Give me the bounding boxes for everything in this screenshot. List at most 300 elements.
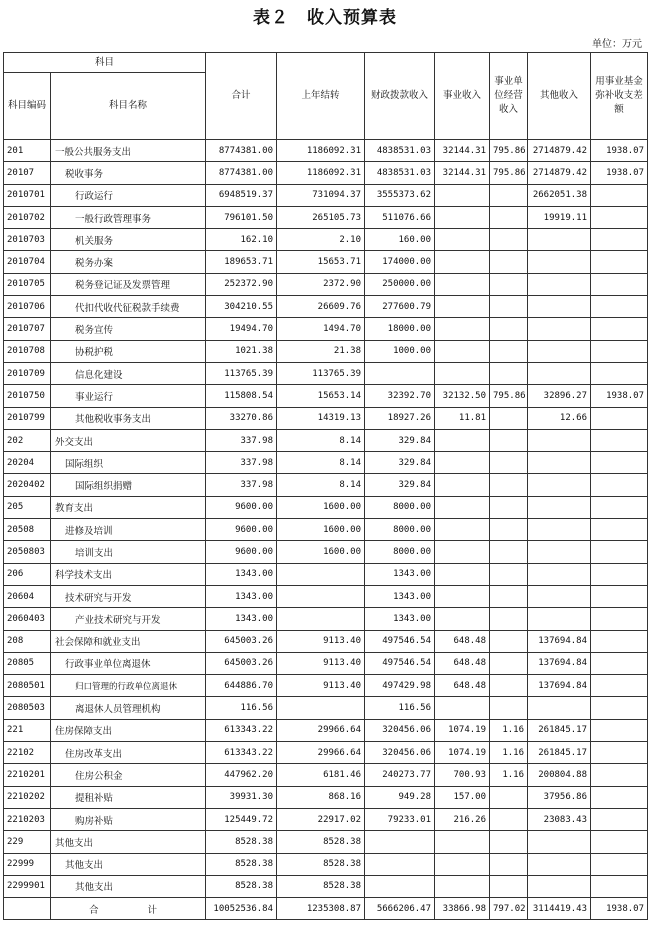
cell-carryover: 1186092.31 — [277, 162, 365, 184]
cell-name: 税收事务 — [51, 162, 206, 184]
cell-operating — [490, 541, 528, 563]
cell-code: 2210203 — [4, 808, 51, 830]
cell-name: 购房补贴 — [51, 808, 206, 830]
cell-name: 住房保障支出 — [51, 719, 206, 741]
cell-operating — [490, 675, 528, 697]
cell-fiscal: 329.84 — [365, 474, 435, 496]
cell-carryover: 14319.13 — [277, 407, 365, 429]
cell-total: 9600.00 — [206, 541, 277, 563]
cell-carryover: 2372.90 — [277, 273, 365, 295]
cell-name: 代扣代收代征税款手续费 — [51, 296, 206, 318]
cell-name: 一般行政管理事务 — [51, 206, 206, 228]
cell-carryover: 8.14 — [277, 474, 365, 496]
table-row — [4, 385, 648, 407]
cell-carryover: 1186092.31 — [277, 140, 365, 162]
cell-operating — [490, 474, 528, 496]
cell-code: 20204 — [4, 452, 51, 474]
cell-business — [435, 273, 490, 295]
cell-code: 22102 — [4, 742, 51, 764]
cell-name: 行政事业单位离退休 — [51, 652, 206, 674]
cell-total: 19494.70 — [206, 318, 277, 340]
cell-name: 其他支出 — [51, 853, 206, 875]
cell-code: 2010705 — [4, 273, 51, 295]
cell-fiscal: 8000.00 — [365, 496, 435, 518]
cell-fund — [591, 652, 648, 674]
cell-name: 信息化建设 — [51, 362, 206, 384]
cell-fiscal: 160.00 — [365, 229, 435, 251]
cell-name: 进修及培训 — [51, 519, 206, 541]
cell-total: 644886.70 — [206, 675, 277, 697]
cell-business: 157.00 — [435, 786, 490, 808]
cell-carryover: 265105.73 — [277, 206, 365, 228]
table-row — [4, 496, 648, 518]
table-row — [4, 273, 648, 295]
table-row — [4, 853, 648, 875]
cell-carryover: 29966.64 — [277, 719, 365, 741]
cell-business: 11.81 — [435, 407, 490, 429]
cell-operating — [490, 875, 528, 897]
header-operating: 事业单位经营收入 — [490, 53, 528, 140]
cell-operating — [490, 206, 528, 228]
cell-fund: 1938.07 — [591, 162, 648, 184]
cell-other — [528, 519, 591, 541]
cell-operating — [490, 362, 528, 384]
cell-fund — [591, 630, 648, 652]
cell-total: 115808.54 — [206, 385, 277, 407]
cell-other: 37956.86 — [528, 786, 591, 808]
cell-fund — [591, 697, 648, 719]
cell-operating — [490, 296, 528, 318]
cell-operating — [490, 407, 528, 429]
cell-other — [528, 563, 591, 585]
cell-other — [528, 831, 591, 853]
cell-business — [435, 251, 490, 273]
cell-fiscal — [365, 875, 435, 897]
cell-carryover: 8.14 — [277, 452, 365, 474]
cell-carryover: 8.14 — [277, 429, 365, 451]
cell-operating — [490, 496, 528, 518]
cell-total: 9600.00 — [206, 496, 277, 518]
cell-carryover: 9113.40 — [277, 630, 365, 652]
cell-operating — [490, 429, 528, 451]
cell-operating — [490, 697, 528, 719]
cell-total: 613343.22 — [206, 719, 277, 741]
cell-name: 科学技术支出 — [51, 563, 206, 585]
cell-fund — [591, 318, 648, 340]
cell-business — [435, 831, 490, 853]
cell-total: 113765.39 — [206, 362, 277, 384]
cell-other: 137694.84 — [528, 652, 591, 674]
cell-other — [528, 853, 591, 875]
cell-operating — [490, 229, 528, 251]
cell-code: 2010701 — [4, 184, 51, 206]
cell-name: 外交支出 — [51, 429, 206, 451]
totals-fund: 1938.07 — [591, 898, 648, 920]
cell-fund — [591, 407, 648, 429]
cell-business: 216.26 — [435, 808, 490, 830]
cell-operating — [490, 808, 528, 830]
cell-total: 1343.00 — [206, 585, 277, 607]
cell-total: 9600.00 — [206, 519, 277, 541]
totals-row — [4, 898, 648, 920]
cell-fiscal: 949.28 — [365, 786, 435, 808]
table-row — [4, 831, 648, 853]
cell-operating — [490, 452, 528, 474]
cell-fiscal: 8000.00 — [365, 541, 435, 563]
cell-code: 229 — [4, 831, 51, 853]
cell-total: 125449.72 — [206, 808, 277, 830]
cell-fiscal: 174000.00 — [365, 251, 435, 273]
table-row — [4, 808, 648, 830]
header-carryover: 上年结转 — [277, 53, 365, 140]
cell-carryover: 2.10 — [277, 229, 365, 251]
cell-fiscal: 4838531.03 — [365, 162, 435, 184]
cell-business — [435, 519, 490, 541]
cell-code: 206 — [4, 563, 51, 585]
cell-fund: 1938.07 — [591, 140, 648, 162]
cell-other: 261845.17 — [528, 742, 591, 764]
cell-code: 2010707 — [4, 318, 51, 340]
cell-name: 其他税收事务支出 — [51, 407, 206, 429]
cell-carryover — [277, 563, 365, 585]
cell-total: 8774381.00 — [206, 140, 277, 162]
header-total: 合计 — [206, 53, 277, 140]
header-code: 科目编码 — [4, 73, 51, 140]
cell-other: 261845.17 — [528, 719, 591, 741]
cell-name: 教育支出 — [51, 496, 206, 518]
cell-total: 162.10 — [206, 229, 277, 251]
cell-name: 提租补贴 — [51, 786, 206, 808]
cell-business: 32144.31 — [435, 162, 490, 184]
cell-code: 2020402 — [4, 474, 51, 496]
cell-carryover: 15653.71 — [277, 251, 365, 273]
cell-carryover: 8528.38 — [277, 853, 365, 875]
cell-other — [528, 296, 591, 318]
totals-other: 3114419.43 — [528, 898, 591, 920]
cell-name: 行政运行 — [51, 184, 206, 206]
cell-other — [528, 273, 591, 295]
cell-operating — [490, 273, 528, 295]
cell-total: 796101.50 — [206, 206, 277, 228]
cell-other — [528, 585, 591, 607]
cell-fiscal: 320456.06 — [365, 742, 435, 764]
cell-operating — [490, 340, 528, 362]
cell-fund — [591, 742, 648, 764]
cell-total: 8774381.00 — [206, 162, 277, 184]
cell-name: 住房改革支出 — [51, 742, 206, 764]
cell-fiscal — [365, 853, 435, 875]
header-business: 事业收入 — [435, 53, 490, 140]
cell-total: 116.56 — [206, 697, 277, 719]
cell-total: 8528.38 — [206, 875, 277, 897]
cell-operating — [490, 184, 528, 206]
cell-fiscal: 4838531.03 — [365, 140, 435, 162]
table-row — [4, 229, 648, 251]
cell-fiscal — [365, 362, 435, 384]
cell-business — [435, 853, 490, 875]
cell-code: 2050803 — [4, 541, 51, 563]
table-row — [4, 742, 648, 764]
cell-fiscal: 1000.00 — [365, 340, 435, 362]
cell-carryover: 6181.46 — [277, 764, 365, 786]
cell-carryover: 22917.02 — [277, 808, 365, 830]
cell-code: 2010750 — [4, 385, 51, 407]
cell-fund — [591, 184, 648, 206]
cell-name: 税务办案 — [51, 251, 206, 273]
cell-fund — [591, 831, 648, 853]
cell-fiscal: 32392.70 — [365, 385, 435, 407]
table-row — [4, 630, 648, 652]
cell-business — [435, 697, 490, 719]
cell-name: 技术研究与开发 — [51, 585, 206, 607]
header-fund: 用事业基金弥补收支差额 — [591, 53, 648, 140]
cell-operating — [490, 563, 528, 585]
cell-fund — [591, 474, 648, 496]
cell-carryover: 868.16 — [277, 786, 365, 808]
cell-code: 20107 — [4, 162, 51, 184]
cell-name: 事业运行 — [51, 385, 206, 407]
cell-business — [435, 340, 490, 362]
cell-other: 19919.11 — [528, 206, 591, 228]
cell-name: 国际组织捐赠 — [51, 474, 206, 496]
table-row — [4, 786, 648, 808]
cell-code: 20604 — [4, 585, 51, 607]
cell-fund — [591, 429, 648, 451]
cell-code: 20508 — [4, 519, 51, 541]
cell-code: 2080503 — [4, 697, 51, 719]
cell-other — [528, 496, 591, 518]
cell-business — [435, 318, 490, 340]
cell-name: 离退休人员管理机构 — [51, 697, 206, 719]
cell-code: 2010709 — [4, 362, 51, 384]
cell-name: 机关服务 — [51, 229, 206, 251]
table-row — [4, 652, 648, 674]
cell-other — [528, 318, 591, 340]
cell-fiscal: 1343.00 — [365, 585, 435, 607]
header-other: 其他收入 — [528, 53, 591, 140]
table-row — [4, 875, 648, 897]
cell-code: 2010799 — [4, 407, 51, 429]
cell-name: 税务登记证及发票管理 — [51, 273, 206, 295]
cell-business — [435, 229, 490, 251]
table-row — [4, 296, 648, 318]
cell-code: 208 — [4, 630, 51, 652]
table-row — [4, 407, 648, 429]
cell-name: 其他支出 — [51, 831, 206, 853]
cell-other: 12.66 — [528, 407, 591, 429]
cell-fiscal: 240273.77 — [365, 764, 435, 786]
table-row — [4, 162, 648, 184]
cell-other — [528, 362, 591, 384]
table-row — [4, 697, 648, 719]
table-row — [4, 764, 648, 786]
cell-other — [528, 429, 591, 451]
cell-business — [435, 608, 490, 630]
cell-operating — [490, 251, 528, 273]
cell-business — [435, 452, 490, 474]
cell-code: 2010706 — [4, 296, 51, 318]
cell-name: 其他支出 — [51, 875, 206, 897]
cell-business — [435, 184, 490, 206]
cell-carryover: 15653.14 — [277, 385, 365, 407]
unit-label: 单位：万元 — [592, 39, 642, 50]
cell-carryover — [277, 697, 365, 719]
cell-total: 337.98 — [206, 474, 277, 496]
table-row — [4, 452, 648, 474]
table-row — [4, 140, 648, 162]
cell-business: 1074.19 — [435, 719, 490, 741]
cell-total: 304210.55 — [206, 296, 277, 318]
cell-fund — [591, 273, 648, 295]
cell-other — [528, 229, 591, 251]
cell-other: 2714879.42 — [528, 162, 591, 184]
cell-total: 645003.26 — [206, 630, 277, 652]
cell-other: 137694.84 — [528, 675, 591, 697]
cell-fund — [591, 296, 648, 318]
cell-operating — [490, 630, 528, 652]
cell-fiscal: 497429.98 — [365, 675, 435, 697]
cell-fund — [591, 563, 648, 585]
cell-carryover: 731094.37 — [277, 184, 365, 206]
cell-operating — [490, 585, 528, 607]
cell-other — [528, 541, 591, 563]
cell-operating — [490, 318, 528, 340]
cell-other — [528, 608, 591, 630]
cell-operating: 1.16 — [490, 764, 528, 786]
cell-operating — [490, 652, 528, 674]
cell-business: 32144.31 — [435, 140, 490, 162]
cell-other — [528, 340, 591, 362]
cell-carryover: 8528.38 — [277, 875, 365, 897]
table-row — [4, 184, 648, 206]
cell-carryover: 1600.00 — [277, 496, 365, 518]
cell-fiscal: 329.84 — [365, 452, 435, 474]
cell-total: 6948519.37 — [206, 184, 277, 206]
totals-fiscal: 5666206.47 — [365, 898, 435, 920]
cell-fund — [591, 340, 648, 362]
cell-business: 32132.50 — [435, 385, 490, 407]
cell-code: 2010703 — [4, 229, 51, 251]
cell-carryover — [277, 608, 365, 630]
cell-carryover: 1494.70 — [277, 318, 365, 340]
cell-name: 培训支出 — [51, 541, 206, 563]
cell-other: 137694.84 — [528, 630, 591, 652]
cell-fiscal: 250000.00 — [365, 273, 435, 295]
totals-operating: 797.02 — [490, 898, 528, 920]
cell-total: 39931.30 — [206, 786, 277, 808]
cell-total: 613343.22 — [206, 742, 277, 764]
cell-total: 8528.38 — [206, 853, 277, 875]
table-row — [4, 719, 648, 741]
cell-other — [528, 875, 591, 897]
cell-total: 252372.90 — [206, 273, 277, 295]
cell-code: 205 — [4, 496, 51, 518]
totals-carryover: 1235308.87 — [277, 898, 365, 920]
cell-fund — [591, 362, 648, 384]
cell-business — [435, 875, 490, 897]
cell-fund — [591, 452, 648, 474]
table-row — [4, 608, 648, 630]
cell-business — [435, 474, 490, 496]
cell-fund — [591, 875, 648, 897]
cell-business — [435, 362, 490, 384]
cell-fiscal: 497546.54 — [365, 652, 435, 674]
totals-total: 10052536.84 — [206, 898, 277, 920]
cell-code: 2010708 — [4, 340, 51, 362]
cell-code: 22999 — [4, 853, 51, 875]
cell-name: 归口管理的行政单位离退休 — [51, 675, 206, 697]
table-row — [4, 675, 648, 697]
cell-other: 2662051.38 — [528, 184, 591, 206]
cell-code: 2060403 — [4, 608, 51, 630]
table-row — [4, 585, 648, 607]
cell-operating — [490, 786, 528, 808]
table-row — [4, 519, 648, 541]
cell-name: 国际组织 — [51, 452, 206, 474]
cell-fiscal: 320456.06 — [365, 719, 435, 741]
table-row — [4, 429, 648, 451]
cell-name: 产业技术研究与开发 — [51, 608, 206, 630]
cell-fiscal — [365, 831, 435, 853]
cell-other — [528, 251, 591, 273]
cell-fund — [591, 786, 648, 808]
cell-fiscal: 277600.79 — [365, 296, 435, 318]
table-row — [4, 318, 648, 340]
cell-total: 1021.38 — [206, 340, 277, 362]
table-row — [4, 541, 648, 563]
cell-fund — [591, 764, 648, 786]
cell-fiscal: 18000.00 — [365, 318, 435, 340]
cell-business — [435, 496, 490, 518]
cell-code: 2210202 — [4, 786, 51, 808]
header-name: 科目名称 — [51, 73, 206, 140]
totals-business: 33866.98 — [435, 898, 490, 920]
header-subject: 科目 — [4, 53, 206, 73]
cell-total: 1343.00 — [206, 608, 277, 630]
cell-code: 2299901 — [4, 875, 51, 897]
cell-carryover: 113765.39 — [277, 362, 365, 384]
cell-business: 648.48 — [435, 630, 490, 652]
cell-fiscal: 497546.54 — [365, 630, 435, 652]
totals-label: 合 计 — [51, 898, 206, 920]
cell-fiscal: 329.84 — [365, 429, 435, 451]
cell-other — [528, 697, 591, 719]
cell-business — [435, 296, 490, 318]
cell-business: 700.93 — [435, 764, 490, 786]
cell-code: 2010704 — [4, 251, 51, 273]
cell-fund — [591, 608, 648, 630]
table-row — [4, 251, 648, 273]
cell-fiscal: 18927.26 — [365, 407, 435, 429]
cell-carryover: 1600.00 — [277, 541, 365, 563]
cell-business — [435, 541, 490, 563]
cell-code: 20805 — [4, 652, 51, 674]
cell-total: 33270.86 — [206, 407, 277, 429]
cell-carryover: 8528.38 — [277, 831, 365, 853]
cell-operating: 795.86 — [490, 162, 528, 184]
cell-fund — [591, 229, 648, 251]
table-row — [4, 206, 648, 228]
cell-fiscal: 116.56 — [365, 697, 435, 719]
cell-fund — [591, 585, 648, 607]
cell-carryover: 9113.40 — [277, 675, 365, 697]
cell-other: 32896.27 — [528, 385, 591, 407]
page-title: 表２ 收入预算表 — [253, 8, 397, 28]
cell-operating — [490, 853, 528, 875]
cell-code: 2080501 — [4, 675, 51, 697]
cell-code: 221 — [4, 719, 51, 741]
cell-total: 645003.26 — [206, 652, 277, 674]
